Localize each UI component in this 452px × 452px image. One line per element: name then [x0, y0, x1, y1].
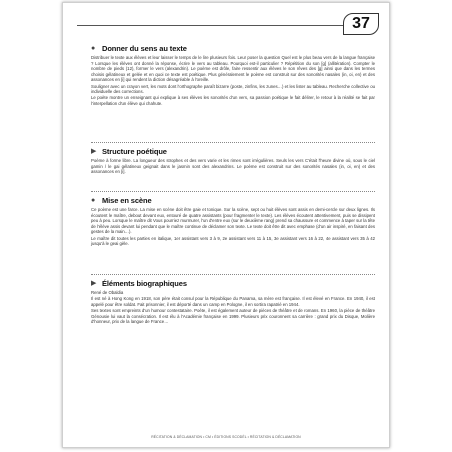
- paragraph: Ce poème est une farce. La mise en scène doit être gaie et tonique. Sur la scène, sept ou huit élèves sont assis en demi-cercle sur deux lignes. Ils écoutent le maître, debout devant eux, entouré de quatre assistants (pour fragmenter le texte). Les élèves écoutent attentivement, puis se dissipent peu à peu. Lorsque le maître dit Vous pourriez murmurer, l'un d'entre eux (sur le deuxième rang) prend sa chaussure et commence à taper sur la tête de l'élève assis devant lui pendant que le maître continue de déclamer son texte. Le texte doit être dit avec emphase (d'un air inspiré, en faisant des gestes de la main…).: [91, 207, 375, 235]
- section-mise-en-scene: [91, 195, 375, 247]
- page-number: 37: [352, 15, 370, 32]
- section-elements-biographiques: [91, 278, 375, 325]
- triangle-bullet-icon: ▶: [91, 280, 97, 287]
- paragraph: Le maître dit toutes les parties en italique, 1er assistant vers 3 à 9, 2e assistant vers 11 à 15, 3e assistant vers 16 à 22, 4e assistant vers 35 à 42 jusqu'à le geai gèle.: [91, 235, 375, 247]
- section-title: Mise en scène: [102, 195, 152, 205]
- section-structure-poetique: [91, 146, 375, 175]
- section-title: Éléments biographiques: [102, 278, 187, 288]
- section-divider: [91, 191, 375, 192]
- section-title: Structure poétique: [102, 146, 167, 156]
- section-title: Donner du sens au texte: [102, 43, 187, 53]
- circle-bullet-icon: ●: [91, 44, 96, 52]
- paragraph: Il est né à Hong Kong en 1918, son père était consul pour la République du Panama, sa mère est française. Il est élevé en France. En 1940, il est appelé pour être soldat. Fait prisonnier, il est déporté dans un camp en Pologne, il en sortira rapatrié en 1944.: [91, 296, 375, 307]
- triangle-bullet-icon: ▶: [91, 148, 97, 155]
- section-donner-du-sens: [91, 43, 375, 107]
- paragraph: Ses textes sont empreints d'un humour contestataire. Poète, il est également auteur de pièces de théâtre et de romans. En 1960, la pièce de théâtre Génousie lui vaut la consécration. Il est élu à l'Académie française en 1999. Plusieurs prix couronnent sa carrière : grand prix du Disque, Molière d'honneur, prix de la langue de France…: [91, 307, 375, 325]
- section-divider: [91, 142, 375, 143]
- paragraph: Poème à forme libre. La longueur des strophes et des vers varie et les rimes sont irrégulières. Seuls les vers C'était l'heure divine où, sous le ciel gamin / le gai gélatineux geignait dans le jasmin sont des alexandrins. Le poème est construit sur des sonorités nasales (in, oi, en) et des assonances en [i].: [91, 158, 375, 175]
- paragraph: Souligner avec un crayon vert, les mots dont l'orthographe paraît bizarre (poste, zinfins, les zunes…) et les lister au tableau. Recherche collective ou individuelle des corrections.: [91, 83, 375, 95]
- circle-bullet-icon: ●: [91, 196, 96, 204]
- paragraph: Le poète montre un enseignant qui explique à ses élèves les sonorités d'un vers, sa passion poétique le fait délirer, le retour à la réalité se fait par l'interpellation d'un élève qui chahute.: [91, 95, 375, 106]
- author-name: René de Obaldia: [91, 290, 124, 295]
- paragraph: Distribuer le texte aux élèves et leur laisser le temps de le lire plusieurs fois. Leur poser la question Quel est le plus beau vers de la langue française ? Lorsque les élèves ont donné la réponse, écrire le vers au tableau. Pourquoi est-il particulier ? Répétition du son [g] (allitération). Compter le nombre de pieds (12), former le vers (alexandrin). Le poème est drôle, faire ressentir aux élèves le son rêves des [g] ainsi que dans les termes choisis gélatineux et gelée et en quoi ce texte est poétique. Plus généralement le poème est construit sur des sonorités nasales (in, oi, en) et des assonances en [i] qui rendent la diction désagréable à l'oreille.: [91, 55, 375, 83]
- section-divider: [91, 274, 375, 275]
- page-number-badge: [343, 13, 379, 35]
- header-rule: [77, 25, 363, 26]
- page-footer: RÉCITATION & DÉCLAMATION • CM • ÉDITIONS SCODÉL • RÉCITATION & DÉCLAMATION: [151, 435, 301, 439]
- document-page: [62, 2, 390, 448]
